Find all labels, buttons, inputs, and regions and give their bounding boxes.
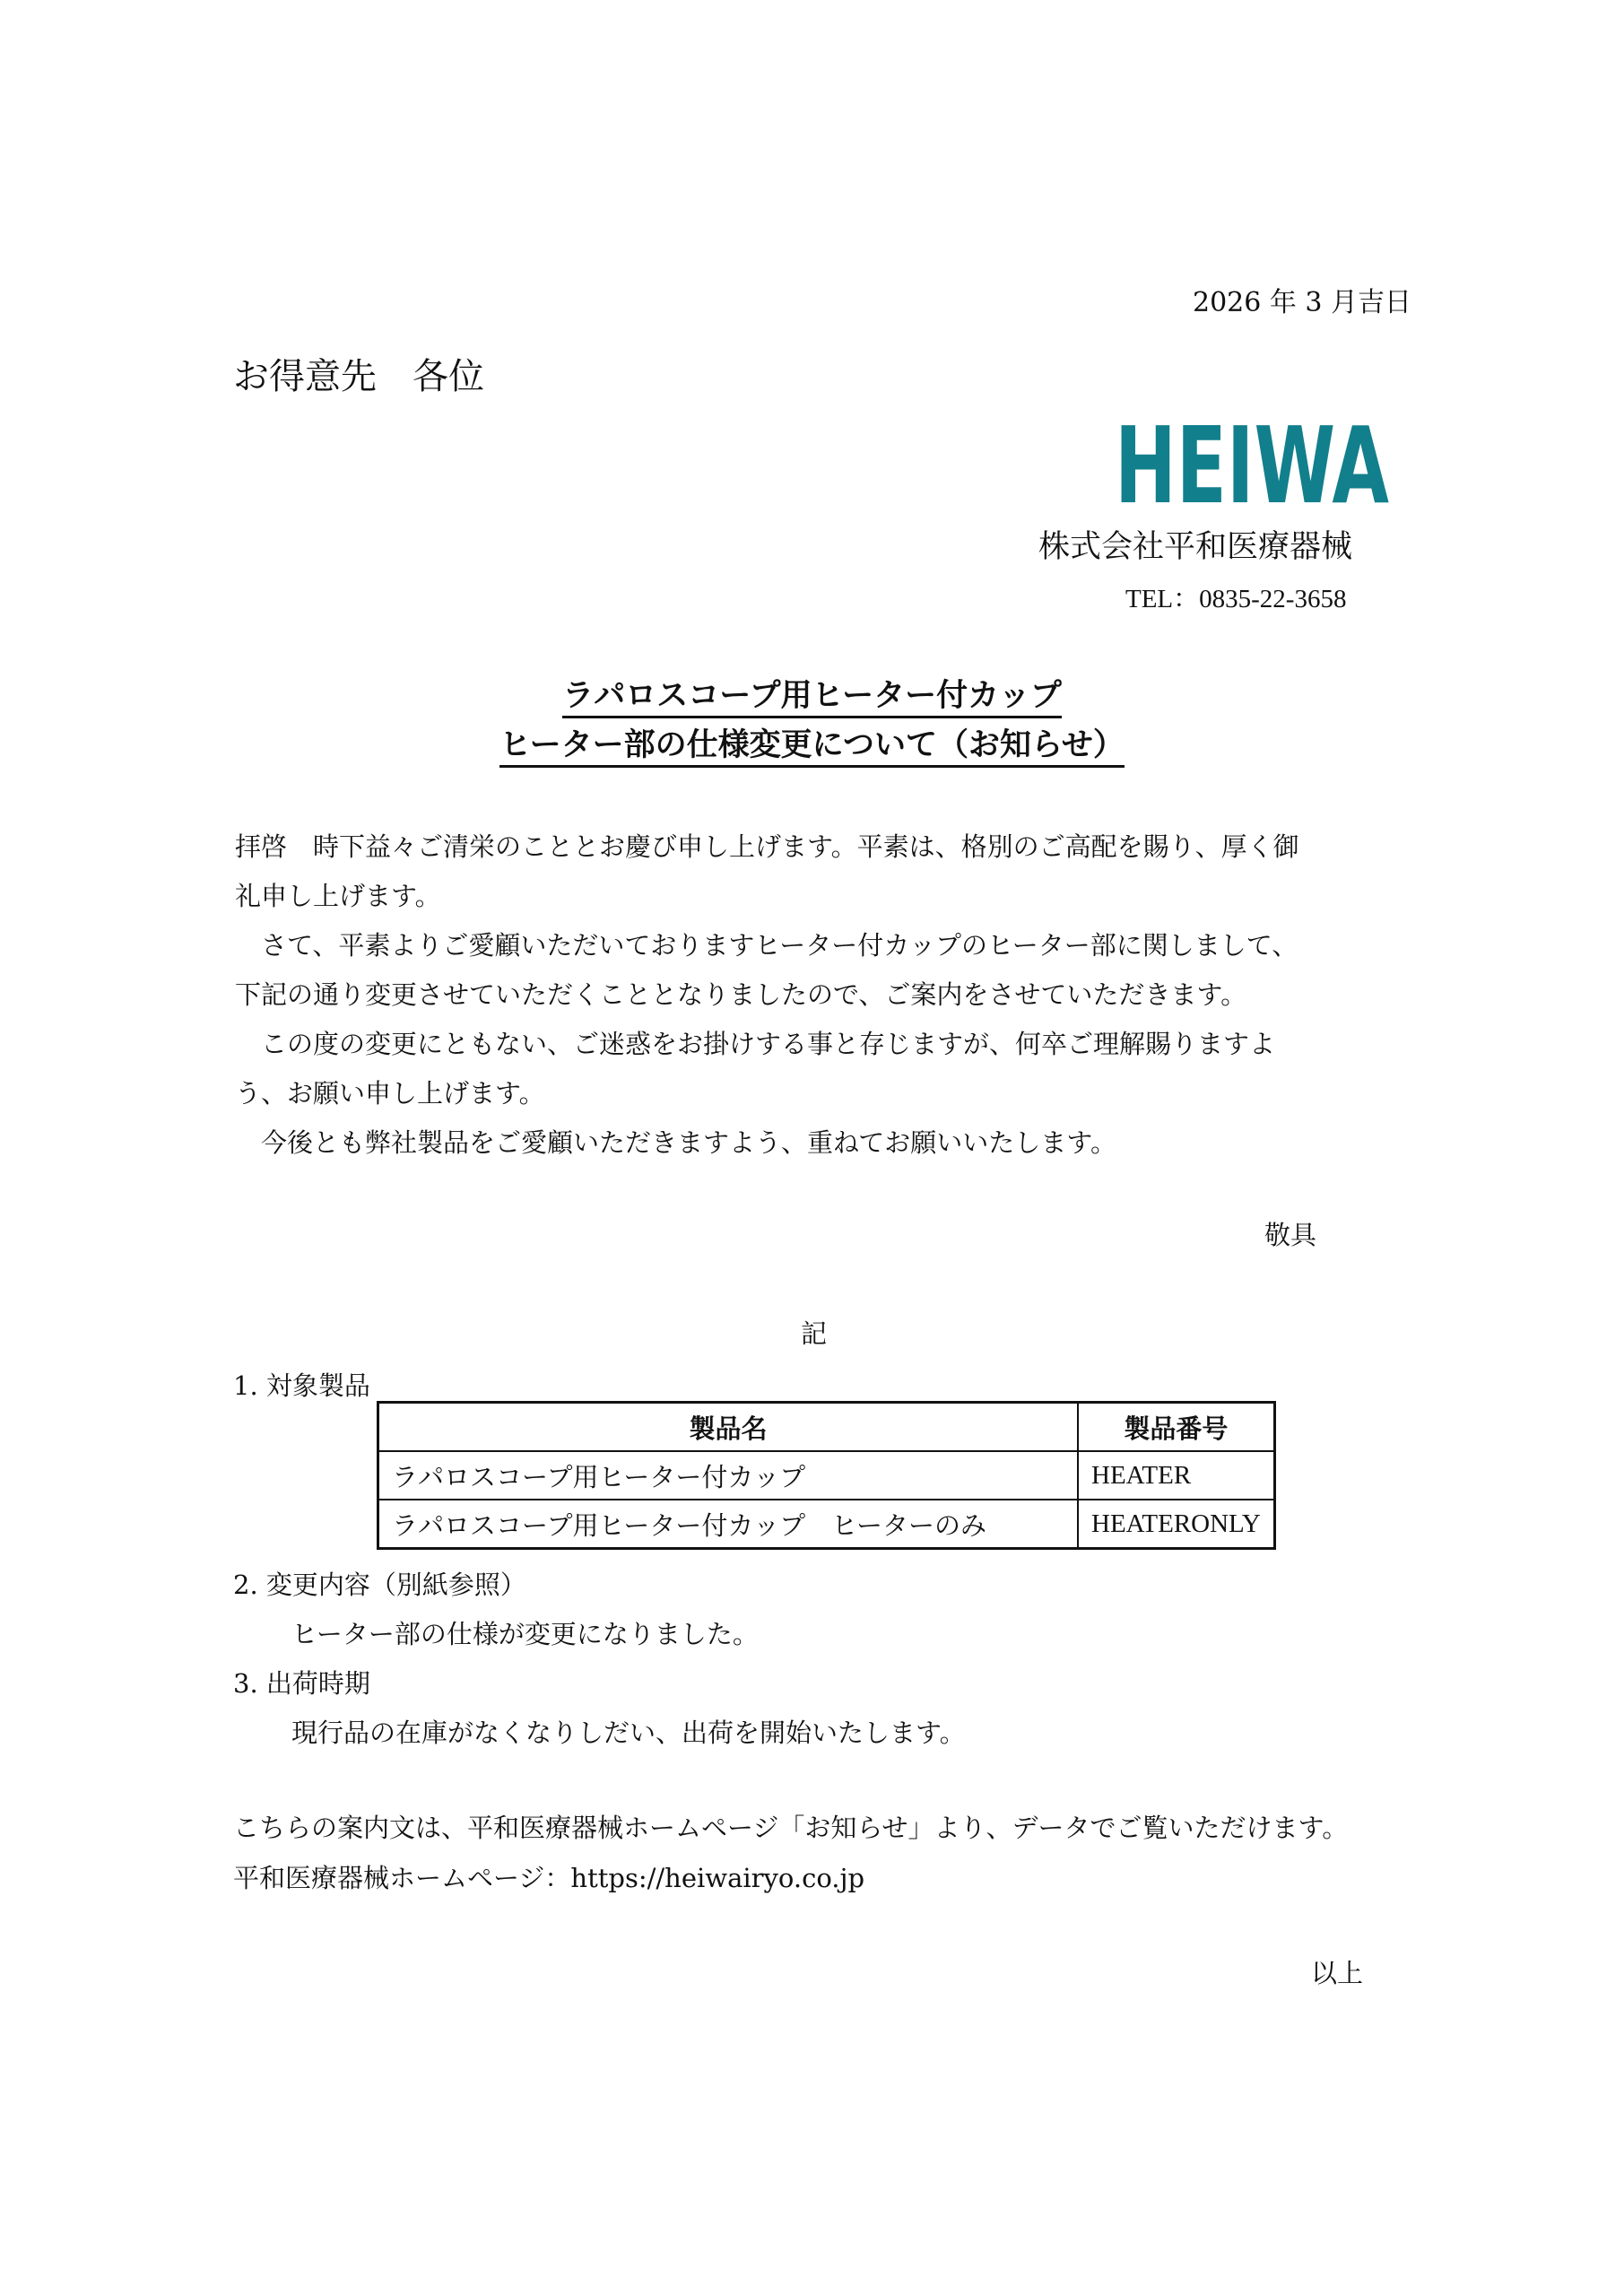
notice-title-line1 xyxy=(0,671,1624,716)
company-name: 株式会社平和医療器械 xyxy=(1038,529,1353,565)
logo-wordmark: HEIWA xyxy=(1115,404,1389,527)
footer-note: こちらの案内文は、平和医療器械ホームページ「お知らせ」より、データでご覧いただけます。 xyxy=(233,1813,1349,1843)
company-tel: TEL：0835-22-3658 xyxy=(1125,585,1347,613)
footer-homepage: 平和医療器械ホームページ：https://heiwairyo.co.jp xyxy=(233,1863,865,1893)
table-row xyxy=(378,1500,1275,1549)
header-product-code: 製品番号 xyxy=(1078,1403,1274,1452)
body-paragraph: 今後とも弊社製品をご愛顧いただきますよう、重ねてお願いいたします。 xyxy=(235,1127,1116,1158)
section-2-body: ヒーター部の仕様が変更になりました。 xyxy=(291,1619,759,1649)
product-name-cell: ラパロスコープ用ヒーター付カップ xyxy=(378,1451,1079,1500)
product-table xyxy=(377,1401,1276,1550)
closing-ijo: 以上 xyxy=(1311,1958,1364,1988)
notice-title-line2 xyxy=(0,720,1624,765)
body-paragraph: さて、平素よりご愛顧いただいておりますヒーター付カップのヒーター部に関しまして、下記の通り変更させていただくこととなりましたので、ご案内をさせていただきます。 xyxy=(235,930,1298,1010)
document-date: 2026 年 3 月吉日 xyxy=(1193,287,1412,318)
section-1-title: 1. 対象製品 xyxy=(233,1370,370,1401)
title-line2-text: ヒーター部の仕様変更について（お知らせ） xyxy=(499,727,1125,768)
product-name-cell: ラパロスコープ用ヒーター付カップ ヒーターのみ xyxy=(378,1500,1079,1549)
body-paragraph: 拝啓 時下益々ご清栄のこととお慶び申し上げます。平素は、格別のご高配を賜り、厚く御礼申し上げます。 xyxy=(235,831,1299,911)
section-3-title: 3. 出荷時期 xyxy=(233,1668,370,1699)
section-3-body: 現行品の在庫がなくなりしだい、出荷を開始いたします。 xyxy=(291,1718,966,1748)
product-code-cell: HEATERONLY xyxy=(1078,1500,1274,1549)
ki-heading: 記 xyxy=(801,1318,828,1349)
table-row xyxy=(378,1451,1275,1500)
closing-keigu: 敬具 xyxy=(1264,1220,1317,1250)
recipient-salutation: お得意先 各位 xyxy=(233,356,484,397)
section-2-title: 2. 変更内容（別紙参照） xyxy=(233,1570,526,1600)
product-code-cell: HEATER xyxy=(1078,1451,1274,1500)
heiwa-logo xyxy=(1112,404,1392,527)
letter-body xyxy=(235,822,1311,1168)
table-header-row xyxy=(378,1403,1275,1452)
title-line1-text: ラパロスコープ用ヒーター付カップ xyxy=(562,678,1062,718)
header-product-name: 製品名 xyxy=(378,1403,1079,1452)
body-paragraph: この度の変更にともない、ご迷惑をお掛けする事と存じますが、何卒ご理解賜りますよう、お願い申し上げます。 xyxy=(235,1029,1276,1109)
